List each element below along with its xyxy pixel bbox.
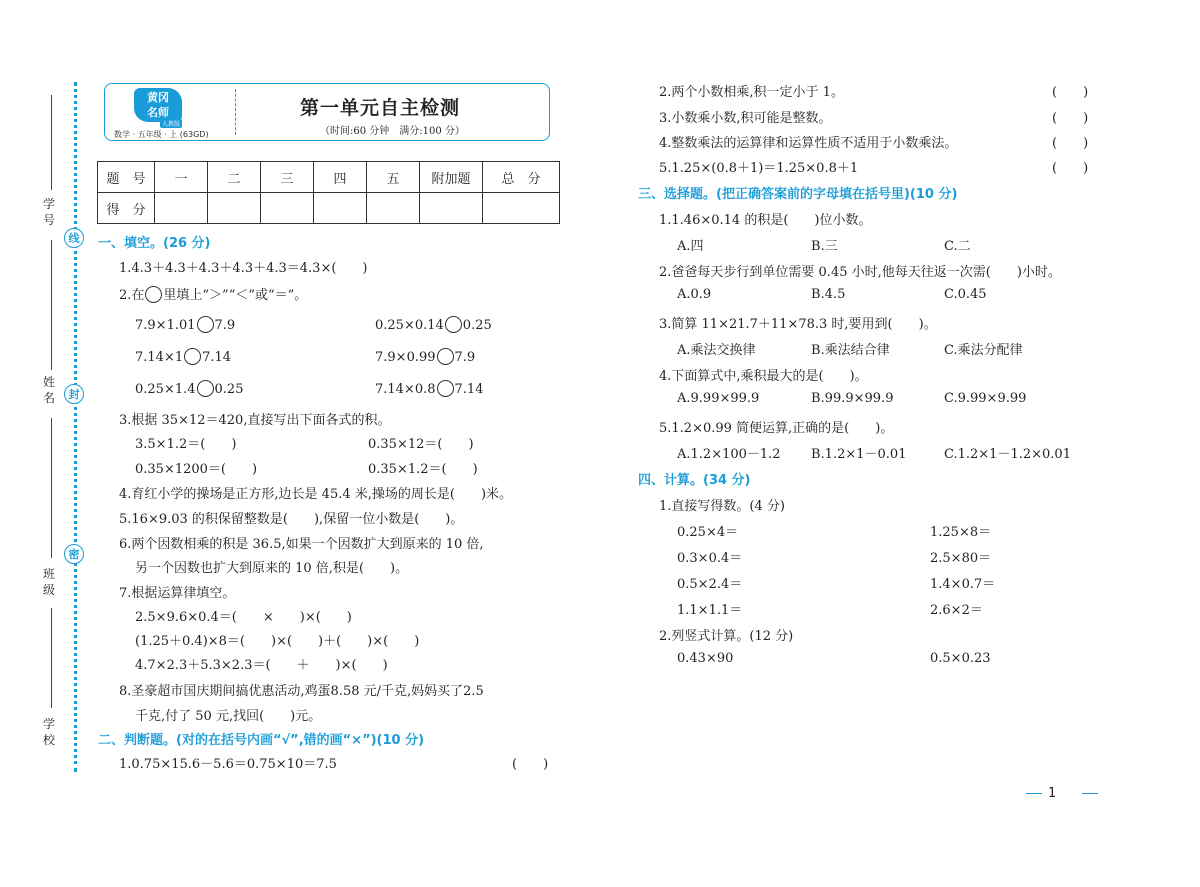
s1-q5: 5.16×9.03 的积保留整数是( ),保留一位小数是( )。: [119, 512, 464, 527]
s3-q4-opt-c: C.9.99×9.99: [944, 391, 1027, 406]
grade-label: 数学 · 五年级 · 上 (63GD): [114, 130, 209, 139]
s2-q1-answer[interactable]: ( ): [512, 757, 549, 772]
score-cell-5[interactable]: [367, 193, 420, 224]
s1-q2-text-b: 里填上“＞”“＜”或“＝”。: [163, 288, 308, 303]
compare-1-left: 7.9×1.01: [135, 318, 196, 333]
s3-q2-opt-a: A.0.9: [677, 287, 712, 302]
logo-line2: 名师: [147, 106, 169, 119]
score-value-row: [98, 193, 560, 224]
score-cell-1[interactable]: [155, 193, 208, 224]
s3-q4: 4.下面算式中,乘积最大的是( )。: [659, 369, 868, 384]
s3-q1-opt-b: B.三: [811, 239, 838, 254]
s3-q3-opt-a: A.乘法交换律: [677, 343, 756, 358]
compare-5-blank[interactable]: [197, 380, 214, 397]
s2-q2: 2.两个小数相乘,积一定小于 1。: [659, 85, 844, 100]
binding-label-class: 班级: [42, 567, 55, 597]
compare-2-right: 0.25: [462, 318, 492, 333]
compare-2-left: 0.25×0.14: [375, 318, 444, 333]
compare-6-right: 7.14: [454, 382, 484, 397]
vertical-calc-1: 0.43×90: [677, 651, 734, 666]
s1-q8-line1: 8.圣豪超市国庆期间搞优惠活动,鸡蛋8.58 元/千克,妈妈买了2.5: [119, 684, 484, 699]
s3-q4-opt-a: A.9.99×99.9: [677, 391, 760, 406]
s2-q5: 5.1.25×(0.8＋1)＝1.25×0.8＋1: [659, 161, 859, 176]
page-number: 1: [1048, 786, 1057, 801]
binding-ring-mi: 密: [64, 544, 84, 564]
direct-calc-2: 1.25×8＝: [930, 525, 992, 540]
score-cell-total[interactable]: [483, 193, 560, 224]
s1-q6-line1: 6.两个因数相乘的积是 36.5,如果一个因数扩大到原来的 10 倍,: [119, 537, 484, 552]
binding-line-3: [51, 418, 52, 558]
page-number-dash-right: [1082, 793, 1098, 794]
score-head-1: 一: [155, 162, 208, 193]
compare-6: [375, 380, 483, 397]
compare-1-blank[interactable]: [197, 316, 214, 333]
page-subtitle: （时间:60 分钟 满分:100 分）: [320, 126, 465, 137]
s1-q7c: 4.7×2.3＋5.3×2.3＝( ＋ )×( ): [135, 658, 388, 673]
page-title: 第一单元自主检测: [300, 97, 461, 119]
direct-calc-7: 1.1×1.1＝: [677, 603, 743, 618]
score-row-label: 得 分: [98, 193, 155, 224]
compare-4-blank[interactable]: [437, 348, 454, 365]
s1-q7: 7.根据运算律填空。: [119, 586, 236, 601]
direct-calc-8: 2.6×2＝: [930, 603, 983, 618]
compare-5-right: 0.25: [214, 382, 244, 397]
binding-label-name: 姓名: [42, 375, 55, 405]
s2-q4-answer[interactable]: ( ): [1052, 136, 1089, 151]
s1-q2: [119, 284, 307, 303]
compare-2: [375, 316, 492, 333]
direct-calc-3: 0.3×0.4＝: [677, 551, 743, 566]
s1-q3c: 0.35×1200＝( ): [135, 462, 258, 477]
s2-q3: 3.小数乘小数,积可能是整数。: [659, 111, 832, 126]
score-cell-3[interactable]: [261, 193, 314, 224]
compare-3-blank[interactable]: [184, 348, 201, 365]
s3-q2: 2.爸爸每天步行到单位需要 0.45 小时,他每天往返一次需( )小时。: [659, 265, 1061, 280]
compare-3: [135, 348, 231, 365]
s3-q1: 1.1.46×0.14 的积是( )位小数。: [659, 213, 872, 228]
brand-logo: [134, 88, 182, 122]
s3-q5-opt-c: C.1.2×1－1.2×0.01: [944, 447, 1071, 462]
vertical-calc-2: 0.5×0.23: [930, 651, 991, 666]
s2-q2-answer[interactable]: ( ): [1052, 85, 1089, 100]
s1-q3a: 3.5×1.2＝( ): [135, 437, 237, 452]
s1-q6-line2: 另一个因数也扩大到原来的 10 倍,积是( )。: [135, 561, 409, 576]
compare-1-right: 7.9: [214, 318, 236, 333]
compare-3-left: 7.14×1: [135, 350, 184, 365]
s1-q7a: 2.5×9.6×0.4＝( × )×( ): [135, 610, 352, 625]
s1-q3b: 0.35×12＝( ): [368, 437, 474, 452]
s1-q7b: (1.25＋0.4)×8＝( )×( )＋( )×( ): [135, 634, 420, 649]
binding-line-top: [51, 95, 52, 190]
binding-label-id: 学号: [42, 197, 55, 227]
s3-q5-opt-b: B.1.2×1－0.01: [811, 447, 907, 462]
compare-3-right: 7.14: [202, 350, 232, 365]
section3-title: 三、选择题。(把正确答案前的字母填在括号里)(10 分): [638, 187, 958, 202]
s3-q3-opt-b: B.乘法结合律: [811, 343, 890, 358]
s1-q4: 4.育红小学的操场是正方形,边长是 45.4 米,操场的周长是( )米。: [119, 487, 513, 502]
s1-q3: 3.根据 35×12＝420,直接写出下面各式的积。: [119, 413, 391, 428]
binding-ring-xian: 线: [64, 228, 84, 248]
section4-title: 四、计算。(34 分): [638, 473, 751, 488]
score-cell-2[interactable]: [208, 193, 261, 224]
binding-label-school: 学校: [42, 717, 55, 747]
header-separator: [235, 89, 236, 135]
s2-q3-answer[interactable]: ( ): [1052, 111, 1089, 126]
score-cell-bonus[interactable]: [420, 193, 483, 224]
score-head-bonus: 附加题: [420, 162, 483, 193]
s1-q2-text-a: 2.在: [119, 288, 145, 303]
direct-calc-4: 2.5×80＝: [930, 551, 992, 566]
score-head-5: 五: [367, 162, 420, 193]
s1-q8-line2: 千克,付了 50 元,找回( )元。: [135, 709, 322, 724]
logo-tag: 人教版: [162, 121, 181, 128]
circle-icon: [145, 286, 162, 303]
s2-q5-answer[interactable]: ( ): [1052, 161, 1089, 176]
s3-q3: 3.简算 11×21.7＋11×78.3 时,要用到( )。: [659, 317, 937, 332]
s3-q2-opt-c: C.0.45: [944, 287, 987, 302]
s2-q1: 1.0.75×15.6－5.6＝0.75×10＝7.5: [119, 757, 337, 772]
section2-title: 二、判断题。(对的在括号内画“√”,错的画“×”)(10 分): [98, 733, 425, 748]
compare-6-left: 7.14×0.8: [375, 382, 436, 397]
s4-q1: 1.直接写得数。(4 分): [659, 499, 785, 514]
compare-4-right: 7.9: [454, 350, 476, 365]
compare-5: [135, 380, 243, 397]
compare-5-left: 0.25×1.4: [135, 382, 196, 397]
section1-title: 一、填空。(26 分): [98, 236, 211, 251]
score-table: [97, 161, 560, 224]
score-head-total: 总 分: [483, 162, 560, 193]
compare-6-blank[interactable]: [437, 380, 454, 397]
compare-4: [375, 348, 475, 365]
score-head-3: 三: [261, 162, 314, 193]
s2-q4: 4.整数乘法的运算律和运算性质不适用于小数乘法。: [659, 136, 958, 151]
s3-q5: 5.1.2×0.99 简便运算,正确的是( )。: [659, 421, 894, 436]
direct-calc-5: 0.5×2.4＝: [677, 577, 743, 592]
logo-line1: 黄冈: [147, 91, 169, 104]
score-head-label: 题 号: [98, 162, 155, 193]
binding-line-4: [51, 608, 52, 708]
score-head-4: 四: [314, 162, 367, 193]
s1-q1: 1.4.3＋4.3＋4.3＋4.3＋4.3＝4.3×( ): [119, 261, 368, 276]
s4-q2: 2.列竖式计算。(12 分): [659, 629, 794, 644]
page-number-dash-left: [1026, 793, 1042, 794]
s3-q1-opt-a: A.四: [677, 239, 704, 254]
s3-q3-opt-c: C.乘法分配律: [944, 343, 1023, 358]
binding-line-2: [51, 240, 52, 370]
s3-q1-opt-c: C.二: [944, 239, 971, 254]
score-cell-4[interactable]: [314, 193, 367, 224]
direct-calc-6: 1.4×0.7＝: [930, 577, 996, 592]
binding-ring-feng: 封: [64, 384, 84, 404]
s3-q4-opt-b: B.99.9×99.9: [811, 391, 894, 406]
s1-q3d: 0.35×1.2＝( ): [368, 462, 478, 477]
binding-dotted-line: [74, 82, 77, 772]
compare-4-left: 7.9×0.99: [375, 350, 436, 365]
s3-q2-opt-b: B.4.5: [811, 287, 846, 302]
s3-q5-opt-a: A.1.2×100－1.2: [677, 447, 781, 462]
score-header-row: [98, 162, 560, 193]
direct-calc-1: 0.25×4＝: [677, 525, 739, 540]
compare-2-blank[interactable]: [445, 316, 462, 333]
compare-1: [135, 316, 235, 333]
score-head-2: 二: [208, 162, 261, 193]
